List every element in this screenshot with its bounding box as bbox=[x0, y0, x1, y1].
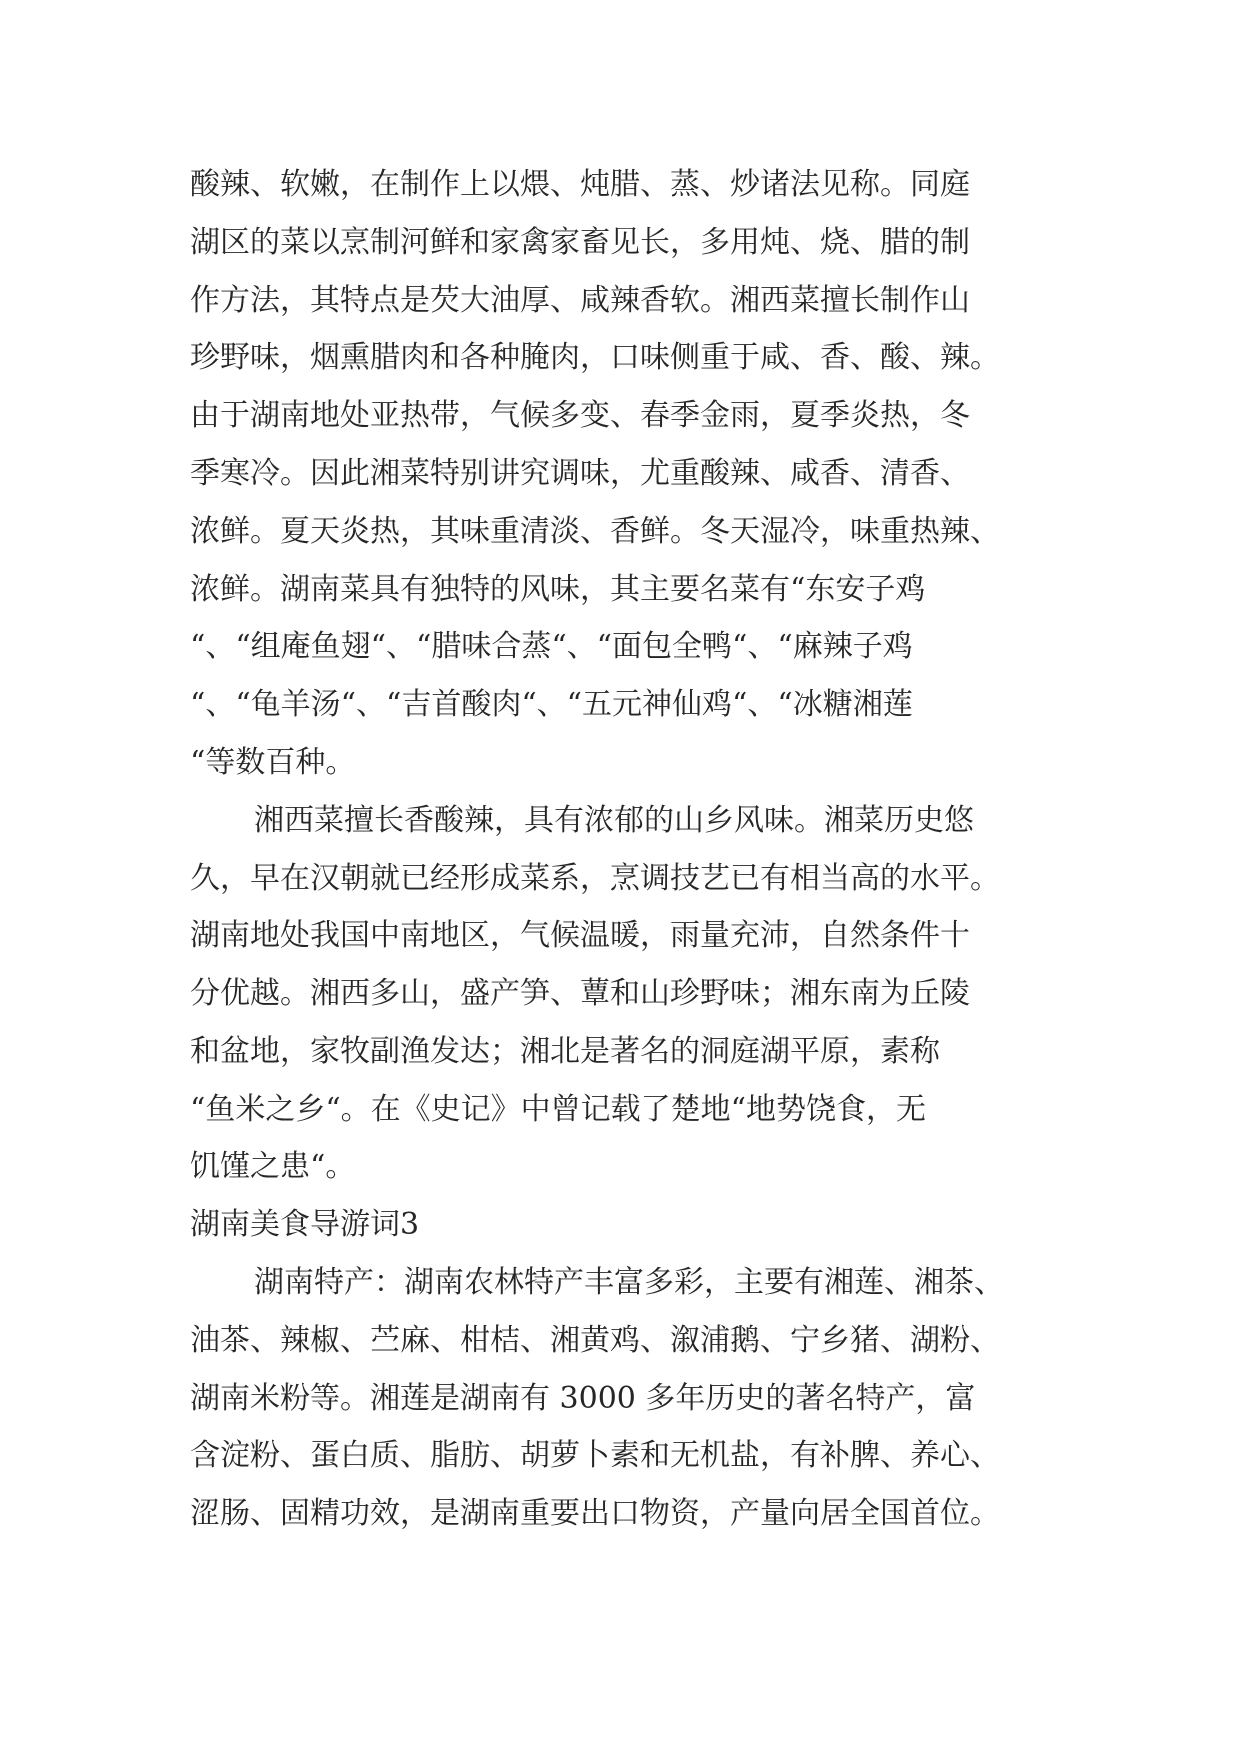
text-line: 久，早在汉朝就已经形成菜系，烹调技艺已有相当高的水平。 bbox=[190, 861, 1000, 896]
text-line: 含淀粉、蛋白质、脂肪、胡萝卜素和无机盐，有补脾、养心、 bbox=[190, 1438, 1000, 1473]
text-line: 湖南地处我国中南地区，气候温暖，雨量充沛，自然条件十 bbox=[190, 918, 970, 953]
text-line: 季寒冷。因此湘菜特别讲究调味，尤重酸辣、咸香、清香、 bbox=[190, 456, 970, 491]
text-line: 酸辣、软嫩，在制作上以煨、炖腊、蒸、炒诸法见称。同庭 bbox=[190, 167, 970, 202]
text-line: 由于湖南地处亚热带，气候多变、春季金雨，夏季炎热，冬 bbox=[190, 398, 970, 433]
text-line: 浓鲜。湖南菜具有独特的风味，其主要名菜有“东安子鸡 bbox=[190, 572, 926, 607]
paragraph-first-line: 湖南特产：湖南农林特产丰富多彩，主要有湘莲、湘茶、 bbox=[254, 1265, 1004, 1300]
text-line: “等数百种。 bbox=[190, 745, 356, 780]
text-line: 湖南米粉等。湘莲是湖南有 3000 多年历史的著名特产，富 bbox=[190, 1381, 976, 1416]
text-line: 浓鲜。夏天炎热，其味重清淡、香鲜。冬天湿冷，味重热辣、 bbox=[190, 514, 1000, 549]
text-line: 作方法，其特点是芡大油厚、咸辣香软。湘西菜擅长制作山 bbox=[190, 283, 970, 318]
text-line: 涩肠、固精功效，是湖南重要出口物资，产量向居全国首位。 bbox=[190, 1496, 1000, 1531]
text-line: 饥馑之患“。 bbox=[190, 1149, 356, 1184]
text-line: 油茶、辣椒、苎麻、柑桔、湘黄鸡、溆浦鹅、宁乡猪、湖粉、 bbox=[190, 1323, 1000, 1358]
text-line: 和盆地，家牧副渔发达；湘北是著名的洞庭湖平原，素称 bbox=[190, 1034, 940, 1069]
paragraph-first-line: 湘西菜擅长香酸辣，具有浓郁的山乡风味。湘菜历史悠 bbox=[254, 803, 974, 838]
text-line: 湖区的菜以烹制河鲜和家禽家畜见长，多用炖、烧、腊的制 bbox=[190, 225, 970, 260]
text-line: “、“组庵鱼翅“、“腊味合蒸“、“面包全鸭“、“麻辣子鸡 bbox=[190, 629, 913, 664]
text-line: 珍野味，烟熏腊肉和各种腌肉，口味侧重于咸、香、酸、辣。 bbox=[190, 340, 1000, 375]
text-line: “鱼米之乡“。在《史记》中曾记载了楚地“地势饶食，无 bbox=[190, 1092, 927, 1127]
section-heading: 湖南美食导游词3 bbox=[190, 1207, 420, 1242]
text-line: “、“龟羊汤“、“吉首酸肉“、“五元神仙鸡“、“冰糖湘莲 bbox=[190, 687, 913, 722]
text-line: 分优越。湘西多山，盛产笋、蕈和山珍野味；湘东南为丘陵 bbox=[190, 976, 970, 1011]
